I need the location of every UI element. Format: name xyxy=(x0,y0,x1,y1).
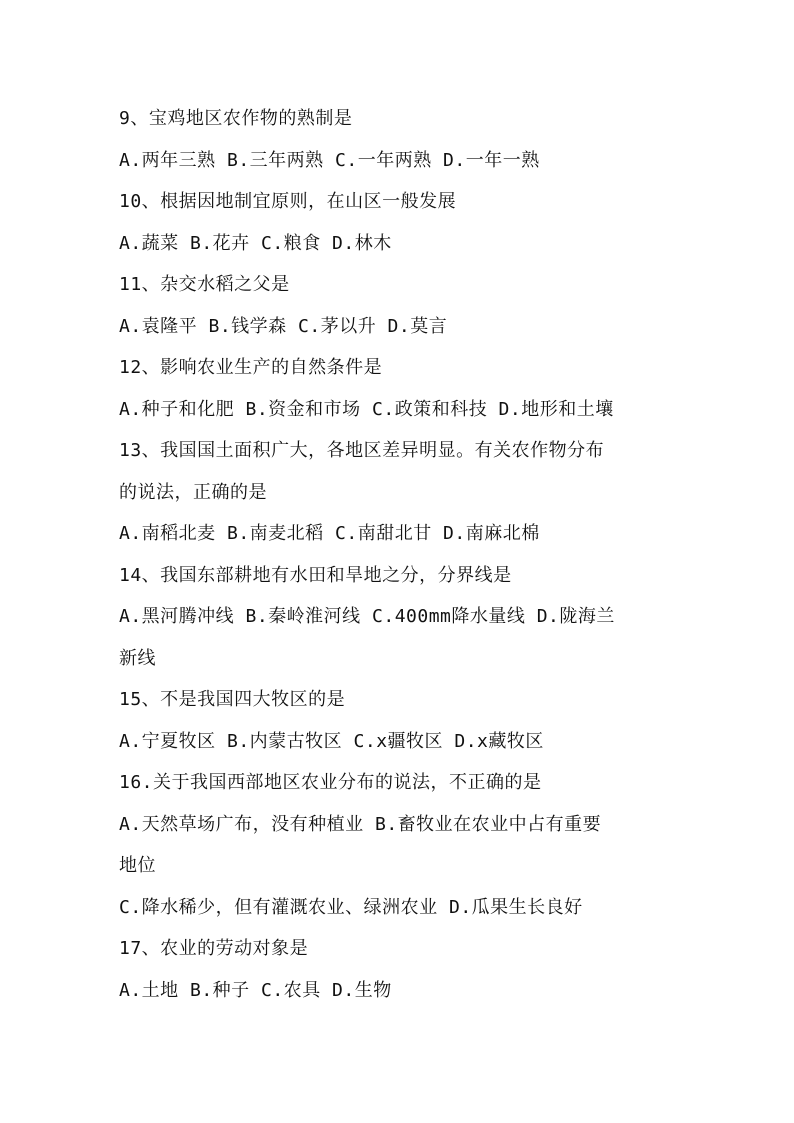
question-16-options-continued: 地位 xyxy=(119,855,156,876)
question-16-options-cd: C.降水稀少，但有灌溉农业、绿洲农业 D.瓜果生长良好 xyxy=(119,896,583,918)
question-16: 16.关于我国西部地区农业分布的说法，不正确的是 xyxy=(119,772,542,793)
question-13-options: A.南稻北麦 B.南麦北稻 C.南甜北甘 D.南麻北棉 xyxy=(119,523,540,544)
question-list xyxy=(119,98,679,1011)
question-13-continued: 的说法，正确的是 xyxy=(119,481,267,503)
question-14-options: A.黑河腾冲线 B.秦岭淮河线 C.400mm降水量线 D.陇海兰 xyxy=(119,606,615,627)
question-12-options: A.种子和化肥 B.资金和市场 C.政策和科技 D.地形和土壤 xyxy=(119,398,614,420)
question-16-options: A.天然草场广布，没有种植业 B.畜牧业在农业中占有重要 xyxy=(119,813,602,835)
question-14: 14、我国东部耕地有水田和旱地之分，分界线是 xyxy=(119,564,512,586)
question-9-options: A.两年三熟 B.三年两熟 C.一年两熟 D.一年一熟 xyxy=(119,149,540,171)
question-10: 10、根据因地制宜原则，在山区一般发展 xyxy=(119,191,457,212)
question-15-options: A.宁夏牧区 B.内蒙古牧区 C.x疆牧区 D.x藏牧区 xyxy=(119,730,544,752)
question-12: 12、影响农业生产的自然条件是 xyxy=(119,357,383,378)
question-11: 11、杂交水稻之父是 xyxy=(119,274,290,295)
question-17-options: A.土地 B.种子 C.农具 D.生物 xyxy=(119,979,392,1001)
question-13: 13、我国国土面积广大，各地区差异明显。有关农作物分布 xyxy=(119,440,605,461)
question-9: 9、宝鸡地区农作物的熟制是 xyxy=(119,108,353,129)
question-15: 15、不是我国四大牧区的是 xyxy=(119,689,346,710)
question-14-options-continued: 新线 xyxy=(119,647,156,669)
question-11-options: A.袁隆平 B.钱学森 C.茅以升 D.莫言 xyxy=(119,315,448,337)
question-10-options: A.蔬菜 B.花卉 C.粮食 D.林木 xyxy=(119,232,392,254)
question-17: 17、农业的劳动对象是 xyxy=(119,938,309,959)
